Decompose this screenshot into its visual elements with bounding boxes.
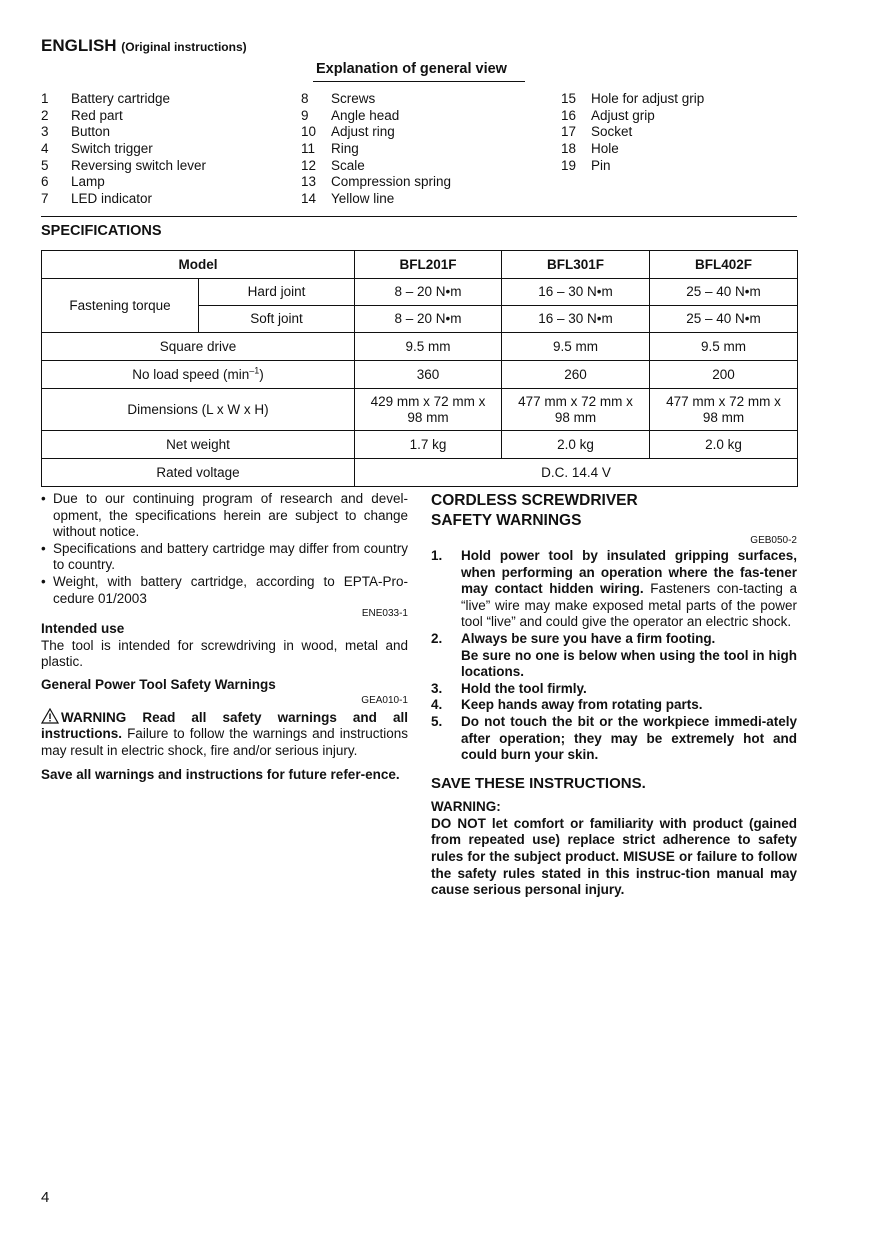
table-cell: 2.0 kg: [650, 431, 798, 459]
legend-item: 6 Lamp: [41, 174, 105, 190]
table-cell: 429 mm x 72 mm x 98 mm: [355, 389, 502, 431]
rated-voltage-label: Rated voltage: [42, 459, 355, 487]
table-cell: 25 – 40 N•m: [650, 279, 798, 306]
table-cell: 8 – 20 N•m: [355, 279, 502, 306]
model-name: BFL402F: [650, 251, 798, 279]
general-view-underline: [313, 81, 525, 82]
list-item: • Specifications and battery cartridge may differ from country to country.: [41, 541, 408, 574]
warning-text: DO NOT let comfort or familiarity with product (gained from repeated use) replace strict adherence to safety rules for the subject product. MISUSE or failure to follow the safety rules stated in this instruc-tion manual may cause serious personal injury.: [431, 815, 797, 898]
table-cell: 25 – 40 N•m: [650, 306, 798, 333]
legend-item: 18 Hole: [561, 141, 619, 157]
legend-item: 5 Reversing switch lever: [41, 157, 207, 173]
table-cell: 16 – 30 N•m: [502, 306, 650, 333]
legend-item: 11 Ring: [301, 141, 359, 157]
list-item: 1. Hold power tool by insulated gripping surfaces, when performing an operation where the fas-tener may contact hidden wiring. Fasteners con-tacting a “live” wire may make exposed metal parts of the power tool “live” and could give the operator an electric shock.: [431, 548, 797, 630]
legend-item: 1 Battery cartridge: [41, 91, 171, 106]
table-row: [42, 251, 798, 279]
legend-item: 3 Button: [41, 124, 111, 140]
list-item: 3. Hold the tool firmly.: [431, 680, 587, 696]
table-cell: 477 mm x 72 mm x 98 mm: [650, 389, 798, 431]
save-instructions-title: SAVE THESE INSTRUCTIONS.: [431, 774, 646, 792]
table-cell: 1.7 kg: [355, 431, 502, 459]
table-cell: 9.5 mm: [650, 333, 798, 361]
doc-code: GEA010-1: [361, 694, 408, 706]
left-column: [41, 491, 408, 784]
legend-item: 2 Red part: [41, 107, 123, 123]
legend-column-3: [561, 91, 704, 174]
general-view-title: Explanation of general view: [316, 61, 507, 77]
general-warning-paragraph: WARNING Read all safety warnings and all instructions. Failure to follow the warnings and instructions may result in electric shock, fire and/or serious injury.: [41, 709, 408, 758]
list-item: • Weight, with battery cartridge, according to EPTA-Pro-cedure 01/2003: [41, 574, 408, 607]
warning-label: WARNING:: [431, 799, 501, 815]
legend-column-1: [41, 91, 206, 208]
table-cell: 9.5 mm: [502, 333, 650, 361]
legend-item: 13 Compression spring: [301, 174, 452, 190]
table-row: [42, 459, 798, 487]
square-drive-label: Square drive: [42, 333, 355, 361]
specifications-title: SPECIFICATIONS: [41, 223, 162, 239]
language-heading: ENGLISH: [41, 36, 117, 55]
cordless-safety-title: CORDLESS SCREWDRIVER SAFETY WARNINGS: [431, 492, 638, 529]
save-warnings-text: Save all warnings and instructions for future refer-ence.: [41, 767, 400, 783]
dimensions-label: Dimensions (L x W x H): [42, 389, 355, 431]
model-name: BFL301F: [502, 251, 650, 279]
list-item: • Due to our continuing program of research and devel-opment, the specifications herein are subject to change without notice.: [41, 491, 408, 541]
table-row: [42, 431, 798, 459]
table-row: [42, 279, 798, 306]
legend-column-2: [301, 91, 451, 208]
table-cell: 9.5 mm: [355, 333, 502, 361]
legend-item: 16 Adjust grip: [561, 107, 655, 123]
legend-item: 15 Hole for adjust grip: [561, 91, 705, 106]
list-item: 2. Always be sure you have a firm footing. Be sure no one is below when using the tool in high locations.: [431, 630, 797, 680]
table-row: [42, 361, 798, 389]
fastening-torque-label: Fastening torque: [42, 279, 199, 333]
legend-item: 17 Socket: [561, 124, 633, 140]
right-column: [431, 491, 797, 899]
warning-triangle-icon: [41, 708, 59, 724]
legend-item: 12 Scale: [301, 157, 365, 173]
page-number: 4: [41, 1189, 50, 1206]
list-item: 4. Keep hands away from rotating parts.: [431, 697, 703, 713]
general-safety-title: General Power Tool Safety Warnings: [41, 676, 276, 692]
table-cell: 16 – 30 N•m: [502, 279, 650, 306]
page-title: [41, 38, 247, 56]
legend-item: 14 Yellow line: [301, 191, 395, 207]
legend-item: 8 Screws: [301, 91, 376, 106]
intended-use-text: The tool is intended for screwdriving in wood, metal and plastic.: [41, 637, 408, 670]
table-cell: 360: [355, 361, 502, 389]
no-load-speed-label: No load speed $(\min^{-1})$: [42, 361, 355, 389]
table-row: [42, 333, 798, 361]
legend-item: 19 Pin: [561, 157, 611, 173]
legend-item: 7 LED indicator: [41, 191, 153, 207]
section-divider: [41, 216, 797, 217]
table-cell: 200: [650, 361, 798, 389]
hard-joint-label: Hard joint: [199, 279, 355, 306]
table-cell: 260: [502, 361, 650, 389]
table-row: [42, 389, 798, 431]
doc-code: ENE033-1: [361, 608, 408, 620]
table-cell: 2.0 kg: [502, 431, 650, 459]
intended-use-title: Intended use: [41, 621, 125, 637]
spec-notes: [41, 491, 408, 607]
soft-joint-label: Soft joint: [199, 306, 355, 333]
legend-item: 4 Switch trigger: [41, 141, 153, 157]
doc-code: GEB050-2: [750, 535, 797, 546]
language-subtitle: (Original instructions): [121, 40, 247, 54]
model-name: BFL201F: [355, 251, 502, 279]
specifications-table: [41, 250, 798, 487]
table-cell: D.C. 14.4 V: [355, 459, 798, 487]
safety-list: [431, 548, 797, 764]
table-cell: 8 – 20 N•m: [355, 306, 502, 333]
net-weight-label: Net weight: [42, 431, 355, 459]
model-header: Model: [42, 251, 355, 279]
list-item: 5. Do not touch the bit or the workpiece immedi-ately after operation; they may be extremely hot and could burn your skin.: [431, 713, 797, 763]
legend-item: 9 Angle head: [301, 107, 400, 123]
table-cell: 477 mm x 72 mm x 98 mm: [502, 389, 650, 431]
legend-item: 10 Adjust ring: [301, 124, 395, 140]
